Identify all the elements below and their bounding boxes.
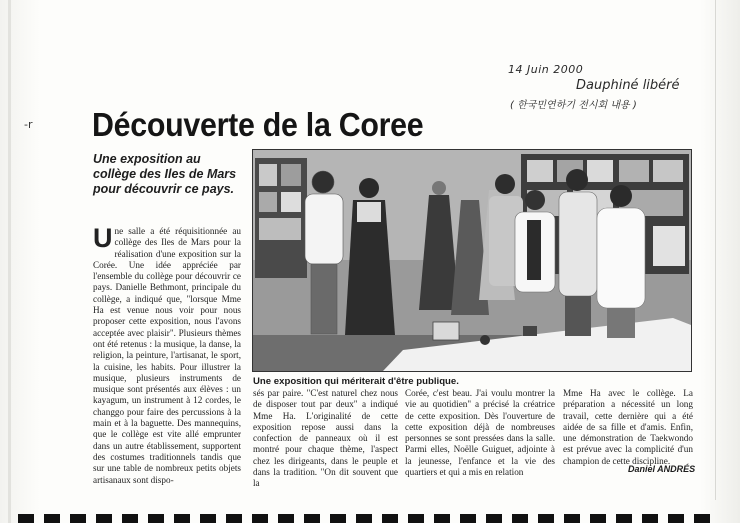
column-4-text: Mme Ha avec le collège. La préparation a nécessité un long travail, cette dernière qui a été aidée de sa fille et d'amis. Enfin, une démonstration de Taekwondo est prévue avec la complicité d'un champion de cette discipline. [563,388,693,466]
handwritten-date: 14 Juin 2000 [508,63,584,76]
page-crease [8,0,11,523]
column-3-text: Corée, c'est beau. J'ai voulu montrer la vie au quotidien" a précisé la créatrice de cette exposition. Dès l'ouverture de cette exposition déjà de nombreuses personnes se sont pressées dans la salle. Parmi elles, Noëlle Guiguet, adjointe à la jeunesse, l'enfance et la vie des quartiers et qui a mis en relation [405,388,555,478]
column-2-text: sés par paire. "C'est naturel chez nous de disposer tout par deux" a indiqué Mme Ha. L'originalité de cette exposition repose aussi dans la confection de panneaux où il est montré pour chaque thème, l'aspect chez les dirigeants, dans le peuple et dans la tradition. "On dit souvent que la [253,388,398,489]
headline: Découverte de la Coree [92,106,424,143]
dropcap: U [93,226,113,253]
subtitle: Une exposition au collège des Iles de Mars pour découvrir ce pays. [93,152,237,196]
column-rule [715,0,716,500]
handwritten-note: ( 한국민연하기 전시회 내용 ) [510,100,637,111]
binder-holes [0,511,740,523]
photo-illustration [253,150,691,371]
photo-caption: Une exposition qui mériterait d'être publique. [253,376,459,387]
margin-mark: -r [24,118,33,131]
column-1-text: ne salle a été réquisitionnée au collège des Iles de Mars pour la réalisation d'une exposition sur la Corée. Une idée appréciée par l'ensemble du collège pour découvrir ce pays. Danielle Bethmont, principale du collège, a indiqué que, "lorsque Mme Ha est venue nous voir pour nous proposer cette exposition, nous l'avons acceptée avec plaisir". Plusieurs thèmes ont été retenus : la musique, la danse, la religion, la peinture, l'artisanat, le sport, la cuisine, les habits. Pour illustrer la musique, plusieurs instruments de musique sont présentés aux élèves : un kayagum, un instrument à 12 cordes, le changgo pour faire des percussions à la main et à la baguette. Des mannequins, que le collège est vite allé emprunter dans un autre établissement, supportent des costumes traditionnels tandis que sur une table de nombreux petits objets artisanaux sont dispo- [93,226,241,485]
article-column-3 [405,388,555,493]
handwritten-newspaper: Dauphiné libéré [576,78,680,93]
article-column-2 [253,388,398,493]
byline: Daniel ANDRÉS [628,464,696,474]
article-photo [252,149,692,372]
article-column-1 [93,226,241,498]
